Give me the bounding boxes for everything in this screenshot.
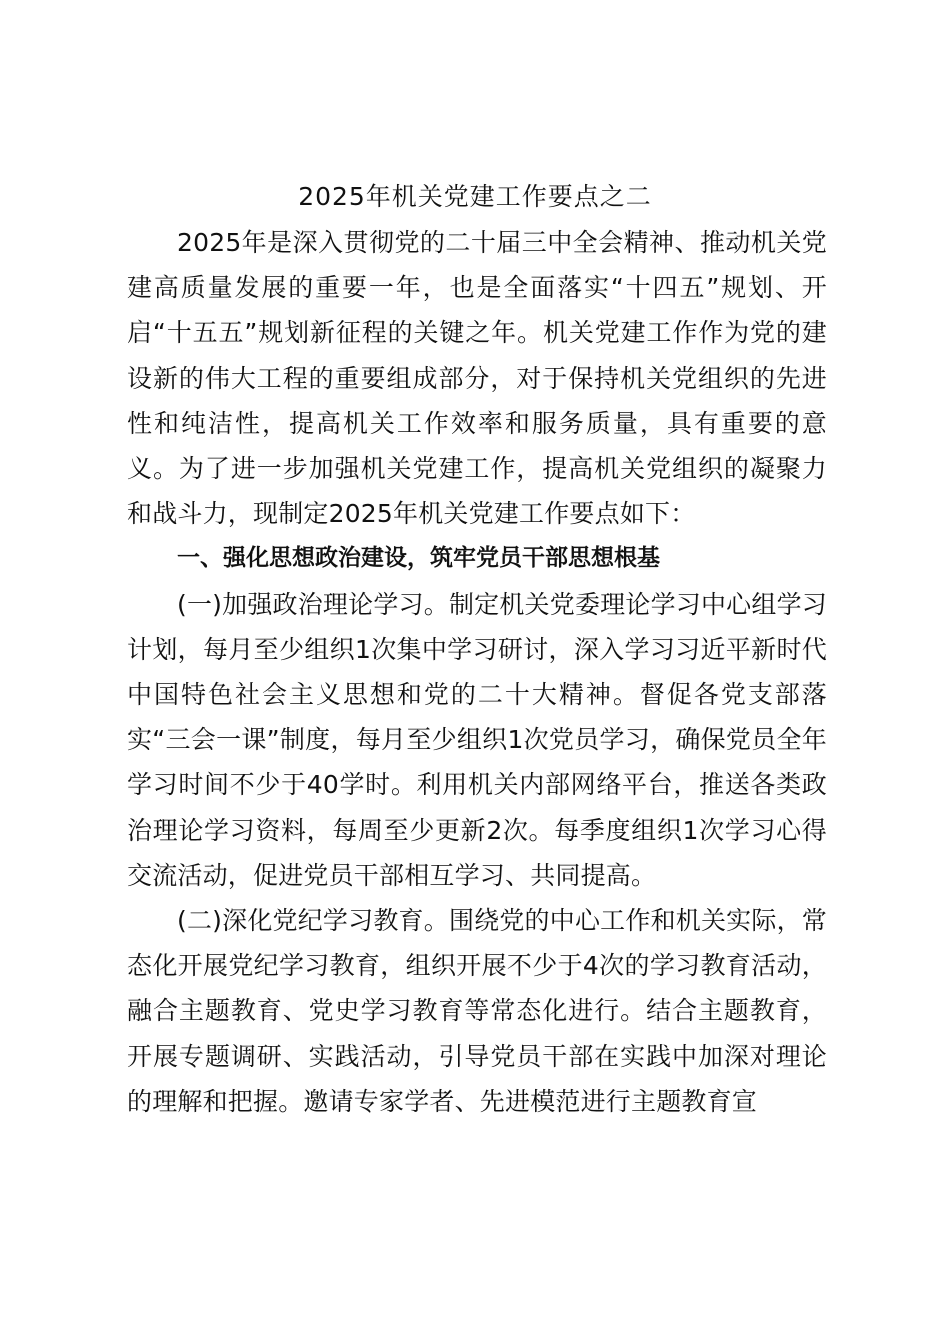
document-body [127, 220, 827, 1124]
item-paragraph-1: (一)加强政治理论学习。制定机关党委理论学习中心组学习计划，每月至少组织1次集中学习研讨，深入学习习近平新时代中国特色社会主义思想和党的二十大精神。督促各党支部落实“三会一课”制度，每月至少组织1次党员学习，确保党员全年学习时间不少于40学时。利用机关内部网络平台，推送各类政治理论学习资料，每周至少更新2次。每季度组织1次学习心得交流活动，促进党员干部相互学习、共同提高。 [127, 589, 827, 890]
document-title: 2025年机关党建工作要点之二 [298, 182, 652, 211]
section-heading-1: 一、强化思想政治建设，筑牢党员干部思想根基 [177, 545, 660, 572]
intro-paragraph: 2025年是深入贯彻党的二十届三中全会精神、推动机关党建高质量发展的重要一年，也是全面落实“十四五”规划、开启“十五五”规划新征程的关键之年。机关党建工作作为党的建设新的伟大工程的重要组成部分，对于保持机关党组织的先进性和纯洁性，提高机关工作效率和服务质量，具有重要的意义。为了进一步加强机关党建工作，提高机关党组织的凝聚力和战斗力，现制定2025年机关党建工作要点如下： [127, 228, 827, 529]
item-paragraph-2: (二)深化党纪学习教育。围绕党的中心工作和机关实际，常态化开展党纪学习教育，组织开展不少于4次的学习教育活动，融合主题教育、党史学习教育等常态化进行。结合主题教育，开展专题调研、实践活动，引导党员干部在实践中加深对理论的理解和把握。邀请专家学者、先进模范进行主题教育宣 [127, 906, 827, 1116]
